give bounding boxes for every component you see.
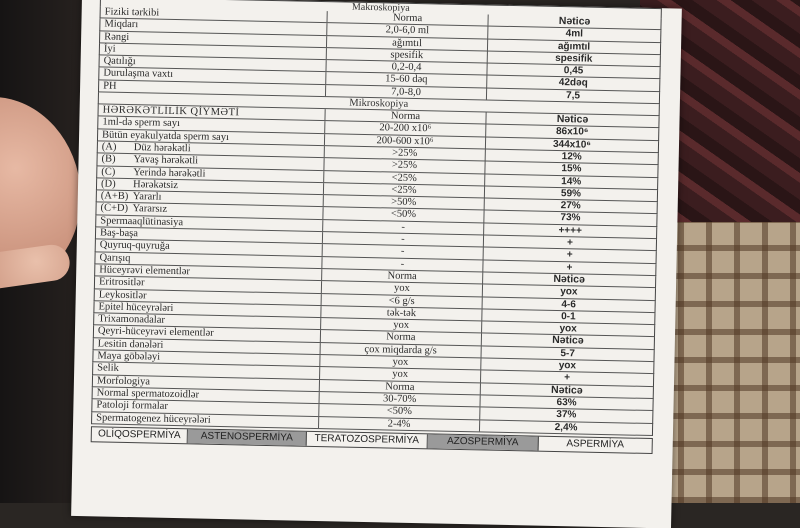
norm-column-header: Norma (322, 269, 483, 284)
norm-value: - (322, 257, 483, 272)
section-header-label: Morfologiya (93, 375, 320, 391)
norm-value: 200-600 x10⁶ (325, 134, 486, 149)
row-label: Spermaaqlütinasiya (100, 215, 184, 228)
row-label: Durulaşma vaxtı (103, 67, 174, 81)
section-header-label: Hüceyrəvi elementlər (95, 264, 322, 280)
row-label: Rəngi (104, 31, 130, 43)
diagnosis-cell: AZOSPERMİYA (428, 434, 539, 450)
macroscopy-section (98, 6, 662, 104)
norm-column-header: Norma (328, 11, 489, 26)
result-value: 4ml (565, 28, 584, 40)
macroscopy-title: Makroskopiya (100, 0, 662, 18)
norm-value: - (323, 232, 484, 247)
lab-report-paper (71, 0, 682, 528)
row-label: Quyruq-quyruğa (99, 239, 170, 253)
result-column-header: Nəticə (552, 334, 584, 348)
result-value: 0,45 (563, 65, 584, 77)
norm-value: yox (320, 355, 481, 370)
row-label: İyi (103, 43, 116, 55)
result-value: 59% (560, 187, 582, 200)
motility-section (94, 104, 659, 276)
result-value: ++++ (558, 224, 582, 237)
result-value: 42dəq (558, 77, 588, 90)
row-label: 1ml-də sperm sayı (102, 116, 181, 130)
section-header-label: HƏRƏKƏTLİLİK QİYMƏTİ (98, 104, 325, 120)
result-value: + (566, 261, 573, 273)
row-label: PH (103, 80, 117, 92)
row-label: Düz hərəkətli (133, 142, 191, 155)
norm-value: tək-tək (321, 306, 482, 321)
norm-value: 15-60 dəq (326, 73, 487, 88)
result-column-header: Nəticə (550, 383, 583, 397)
result-value: + (564, 372, 571, 384)
norm-column-header: Norma (325, 109, 486, 124)
row-label: Yerində hərəkətli (133, 166, 206, 180)
norm-value: 20-200 x10⁶ (325, 122, 486, 137)
norm-value: ağımtıl (327, 36, 488, 51)
result-value: yox (559, 323, 577, 335)
norm-value: <50% (319, 404, 480, 419)
norm-value: <50% (323, 208, 484, 223)
row-label: Selik (97, 362, 119, 375)
row-code: (C) (101, 166, 116, 178)
row-code: (A) (101, 141, 117, 153)
row-label: Lesitin dənələri (97, 338, 164, 351)
result-value: 12% (561, 151, 582, 163)
result-value: yox (560, 286, 578, 298)
result-column-header: Nəticə (556, 113, 589, 126)
row-label: Hərəkətsiz (132, 178, 179, 191)
result-value: 73% (560, 212, 581, 224)
row-label: Qatılığı (103, 55, 136, 68)
result-value: 27% (560, 200, 581, 212)
result-value: 2,4% (554, 421, 578, 433)
section-header-label: Qeyri-hüceyrəvi elementlər (94, 326, 321, 342)
norm-value: 7,0-8,0 (326, 85, 487, 100)
norm-value: >25% (325, 146, 486, 161)
norm-value: yox (322, 281, 483, 296)
microscopy-title: Mikroskopiya (98, 92, 660, 116)
section-header-label: Fiziki tərkibi (101, 6, 328, 22)
row-label: Epitel hüceyrələri (98, 301, 174, 314)
diagnosis-cell: TERATOZOSPERMİYA (307, 432, 428, 449)
result-value: 7,5 (565, 89, 581, 102)
norm-value: 30-70% (320, 392, 481, 407)
row-code: (D) (100, 178, 116, 190)
norm-value: <25% (324, 171, 485, 186)
row-label: Qarışıq (99, 252, 131, 264)
row-label: Trixamonadalar (98, 313, 166, 326)
result-value: 0-1 (561, 310, 576, 323)
row-label: Yararsız (132, 203, 168, 216)
row-label: Normal spermatozoidlər (96, 387, 200, 401)
diagnosis-cell: ASTENOSPERMİYA (188, 429, 307, 445)
row-code: (B) (101, 153, 116, 166)
norm-value: - (323, 244, 484, 259)
row-label: Baş-başa (99, 227, 139, 240)
norm-value: 0,2-0,4 (326, 60, 487, 75)
row-code: (C+D) (100, 202, 129, 215)
norm-value: spesifik (327, 48, 488, 63)
result-value: 86x10⁶ (555, 126, 589, 139)
result-value: + (566, 237, 573, 249)
result-value: spesifik (555, 52, 593, 65)
norm-value: - (323, 220, 484, 235)
norm-value: yox (320, 367, 481, 382)
diagnosis-cell: ASPERMİYA (566, 438, 625, 451)
result-value: 63% (556, 396, 577, 409)
result-value: 5-7 (560, 347, 575, 360)
row-label: Eritrositlər (98, 276, 145, 289)
row-label: Patoloji formalar (96, 399, 168, 413)
row-label: Yararlı (132, 191, 162, 203)
norm-value: yox (321, 318, 482, 333)
row-label: Yavaş hərəkətli (133, 154, 199, 167)
norm-column-header: Norma (321, 331, 482, 346)
norm-value: <25% (324, 183, 485, 198)
row-label: Bütün eyakulyatda sperm sayı (101, 129, 230, 143)
norm-value: >25% (324, 158, 485, 173)
row-label: Leykositlər (98, 288, 147, 301)
row-label: Spermatogenez hüceyrələri (96, 411, 211, 426)
morphology-section (91, 375, 654, 436)
result-column-header: Nəticə (558, 14, 591, 28)
row-label: Maya göbələyi (97, 350, 161, 363)
result-value: 344x10⁶ (552, 138, 592, 151)
diagnosis-cell: OLİQOSPERMİYA (92, 427, 188, 443)
norm-value: 2,0-6,0 ml (327, 23, 488, 38)
result-value: ağımtıl (557, 40, 591, 53)
result-value: 4-6 (561, 298, 576, 310)
result-value: + (566, 249, 573, 261)
result-value: 14% (561, 175, 582, 188)
report-table (91, 0, 662, 454)
norm-column-header: Norma (320, 380, 481, 395)
norm-value: 2-4% (319, 417, 480, 432)
row-label: Miqdarı (104, 18, 139, 31)
result-column-header: Nəticə (553, 272, 586, 286)
result-value: 37% (556, 409, 577, 421)
norm-value: <6 g/s (322, 294, 483, 309)
result-value: yox (558, 360, 577, 372)
norm-value: >50% (324, 195, 485, 210)
row-code: (A+B) (100, 190, 129, 203)
result-value: 15% (561, 163, 582, 175)
norm-value: çox miqdarda g/s (321, 343, 482, 358)
